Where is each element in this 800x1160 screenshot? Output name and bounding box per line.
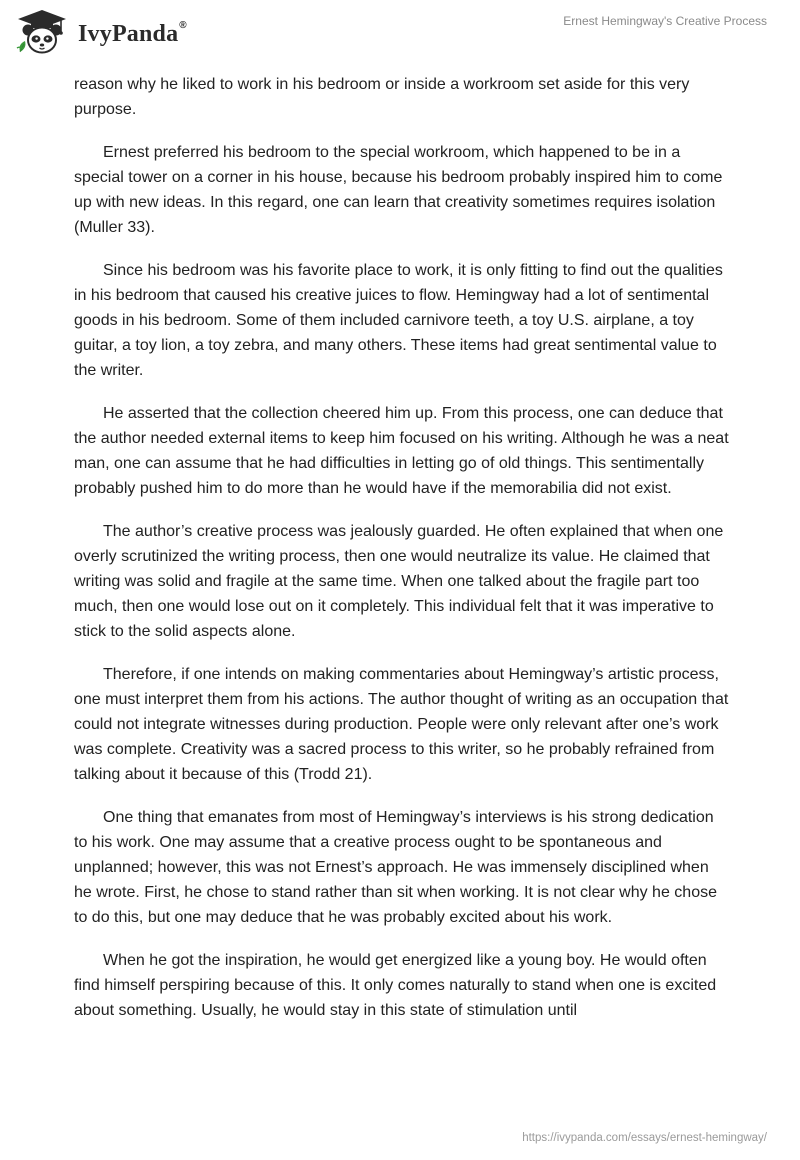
paragraph: Therefore, if one intends on making commentaries about Hemingway’s artistic process, one must interpret them from his actions. The author thought of writing as an occupation that could not integrate witnesses during production. People were only relevant after one’s work was complete. Creativity was a sacred process to this writer, so he probably refrained from talking about it because of this (Trodd 21). bbox=[74, 666, 729, 783]
source-url[interactable]: https://ivypanda.com/essays/ernest-hemingway/ bbox=[522, 1132, 767, 1144]
brand-name: IvyPanda® bbox=[78, 19, 187, 47]
running-title: Ernest Hemingway's Creative Process bbox=[563, 14, 767, 28]
page-header bbox=[0, 0, 800, 70]
panda-graduate-icon bbox=[14, 8, 70, 58]
paragraph: Since his bedroom was his favorite place to work, it is only fitting to find out the qualities in his bedroom that caused his creative juices to flow. Hemingway had a lot of sentimental goods in his bedroom. Some of them included carnivore teeth, a toy U.S. airplane, a toy guitar, a toy lion, a toy zebra, and many others. These items had great sentimental value to the writer. bbox=[74, 262, 723, 379]
registered-mark: ® bbox=[179, 19, 187, 31]
ivypanda-logo[interactable] bbox=[14, 8, 187, 58]
paragraph-continued: reason why he liked to work in his bedroom or inside a workroom set aside for this very purpose. bbox=[74, 76, 690, 118]
paragraph: The author’s creative process was jealously guarded. He often explained that when one overly scrutinized the writing process, then one would neutralize its value. He claimed that writing was solid and fragile at the same time. When one talked about the fragile part too much, then one would lose out on it completely. This individual felt that it was imperative to stick to the solid aspects alone. bbox=[74, 523, 724, 640]
paragraph: He asserted that the collection cheered him up. From this process, one can deduce that the author needed external items to keep him focused on his writing. Although he was a neat man, one can assume that he had difficulties in letting go of old things. This sentimentally probably pushed him to do more than he would have if the memorabilia did not exist. bbox=[74, 405, 729, 497]
paragraph: Ernest preferred his bedroom to the special workroom, which happened to be in a special tower on a corner in his house, because his bedroom probably inspired him to come up with new ideas. In this regard, one can learn that creativity sometimes requires isolation (Muller 33). bbox=[74, 144, 723, 236]
paragraph: When he got the inspiration, he would get energized like a young boy. He would often find himself perspiring because of this. It only comes naturally to stand when one is excited about something. Usually, he would stay in this state of stimulation until bbox=[74, 952, 717, 1019]
essay-body bbox=[74, 72, 730, 1041]
paragraph: One thing that emanates from most of Hemingway’s interviews is his strong dedication to his work. One may assume that a creative process ought to be spontaneous and unplanned; however, this was not Ernest’s approach. He was immensely disciplined when he wrote. First, he chose to stand rather than sit when working. It is not clear why he chose to do this, but one may deduce that he was probably excited about his work. bbox=[74, 809, 717, 926]
